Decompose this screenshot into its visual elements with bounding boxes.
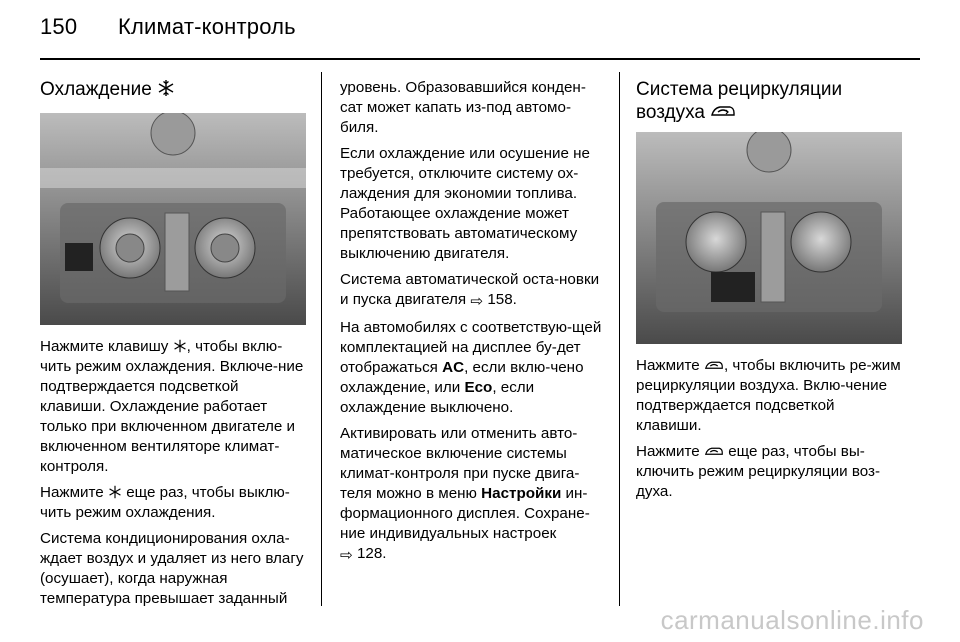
- paragraph: [340, 270, 606, 312]
- text: , если охлаждение выключено.: [340, 379, 535, 416]
- column-divider: [321, 72, 322, 606]
- menu-name-settings: Настройки: [481, 485, 562, 502]
- page-reference-arrow-icon: ⇨: [470, 293, 484, 310]
- recirculation-panel-photo: [636, 132, 902, 344]
- column-cooling: [40, 72, 306, 615]
- text: Нажмите: [636, 443, 700, 460]
- page-header: [40, 14, 296, 40]
- text: Нажмите клавишу: [40, 338, 169, 355]
- paragraph: [636, 442, 902, 502]
- text: , если вклю-чено охлаждение, или: [340, 359, 584, 396]
- watermark: carmanualsonline.info: [660, 605, 924, 635]
- text: Нажмите: [40, 484, 104, 501]
- column-divider: [619, 72, 620, 606]
- heading-text: Охлаждение: [40, 79, 152, 100]
- text: Нажмите: [636, 357, 700, 374]
- paragraph: Система кондиционирования охла-ждает воздух и удаляет из него влагу (осушает), когда наружная температура превышает заданный: [40, 530, 304, 607]
- text: еще раз, чтобы выклю-чить режим охлаждения.: [40, 484, 290, 521]
- snowflake-icon: [173, 339, 187, 353]
- paragraph: [340, 318, 606, 418]
- heading-text: воздуха: [636, 102, 705, 123]
- recirculation-icon: [704, 360, 724, 372]
- text: , чтобы вклю-чить режим охлаждения. Включе-ние подтверждается подсветкой клавиши. Охлаждение работает только при включенном двигателе и включенном вентиляторе климат-контроля.: [40, 338, 304, 475]
- display-label-ac: AC: [442, 359, 465, 376]
- paragraph: Если охлаждение или осушение не требуется, отключите систему ох-лаждения для экономии топлива. Работающее охлаждение может препятствовать автоматическому выключению двигателя.: [340, 145, 590, 262]
- text: Система автоматической оста-новки и пуска двигателя: [340, 271, 600, 308]
- page-reference-arrow-icon: ⇨: [340, 547, 353, 564]
- page-number: 150: [40, 14, 78, 39]
- dial-left: [100, 218, 160, 278]
- dial-right: [195, 218, 255, 278]
- paragraph: [40, 337, 306, 477]
- snowflake-icon: [157, 79, 175, 97]
- column-continued: [340, 78, 606, 572]
- text: еще раз, чтобы вы-ключить режим рециркуляции воз-духа.: [636, 443, 881, 500]
- display-label-eco: Eco: [464, 379, 493, 396]
- page-reference[interactable]: 128.: [356, 545, 387, 562]
- text: , чтобы включить ре-жим рециркуляции воздуха. Вклю-чение подтверждается подсветкой клавиши.: [636, 357, 901, 434]
- cooling-panel-photo: [40, 113, 306, 325]
- column-recirculation: [636, 72, 902, 508]
- recirculation-icon: [710, 104, 736, 120]
- snowflake-icon: [108, 485, 122, 499]
- heading-text: Система рециркуляции: [636, 79, 843, 100]
- recirculation-icon: [704, 446, 724, 458]
- text: ин-формационного дисплея. Сохране-ние индивидуальных настроек: [340, 485, 590, 542]
- paragraph: [40, 483, 306, 523]
- text: На автомобилях с соответствую-щей комплектацией на дисплее бу-дет отображаться: [340, 319, 602, 376]
- section-heading-recirculation: [636, 78, 902, 124]
- page-title: Климат-контроль: [118, 14, 296, 39]
- page-reference[interactable]: 158.: [487, 291, 517, 308]
- paragraph: [636, 356, 902, 436]
- paragraph: [340, 424, 606, 566]
- paragraph: уровень. Образовавшийся конден-сат может капать из-под автомо-биля.: [340, 79, 586, 136]
- text: Активировать или отменить авто-матическое включение системы климат-контроля при пуске двига-теля можно в меню: [340, 425, 580, 502]
- section-heading-cooling: [40, 78, 306, 101]
- header-divider: [40, 58, 920, 60]
